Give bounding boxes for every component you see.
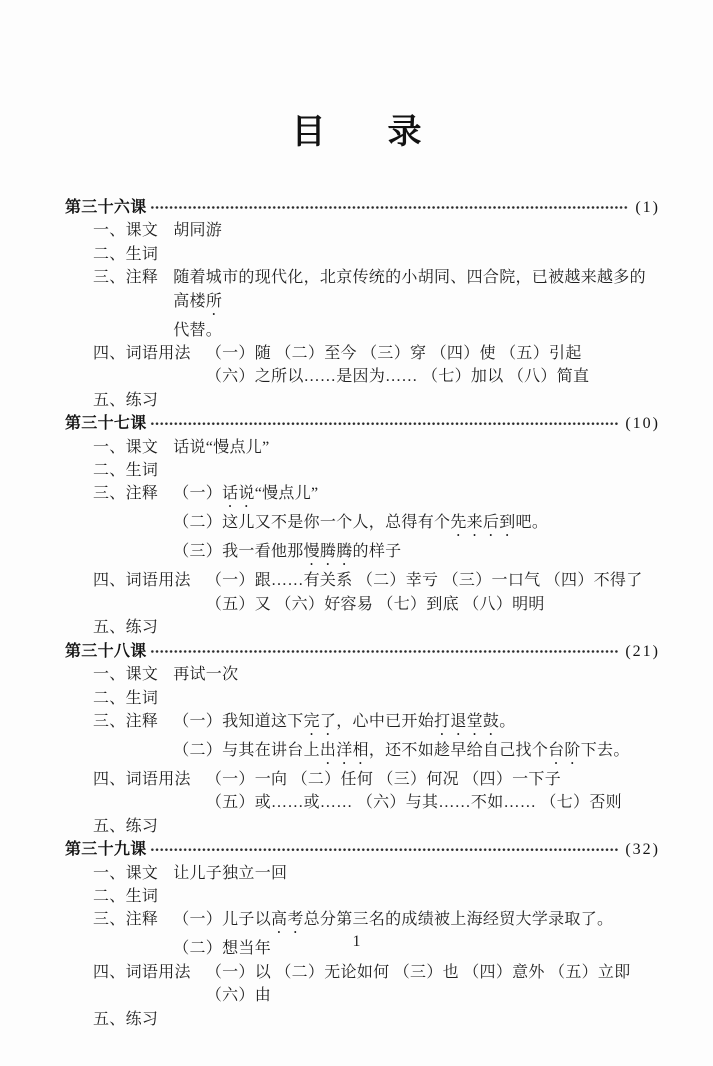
toc-item-content — [173, 436, 660, 459]
toc-item-label: 三、注释 — [93, 712, 159, 730]
text-segment: 的样子 — [352, 543, 402, 561]
emphasized-text: 台阶 — [548, 741, 581, 759]
emphasized-text: 先来后到 — [450, 514, 516, 532]
text-segment: “慢点儿” — [254, 485, 319, 503]
dot-leader — [150, 412, 619, 435]
text-segment: （一）儿子以 — [173, 911, 272, 929]
toc-item — [65, 459, 660, 482]
toc-item-label: 五、练习 — [93, 619, 159, 637]
toc-item-label: 三、注释 — [93, 911, 159, 929]
text-segment: ，心中已开始 — [336, 712, 435, 730]
text-segment: 胡同游 — [173, 222, 223, 240]
toc-item-label: 四、词语用法 — [93, 572, 191, 590]
lesson-section — [65, 196, 660, 412]
lesson-section — [65, 412, 660, 639]
lesson-title: 第三十六课 — [65, 199, 147, 216]
toc-item-content — [206, 961, 660, 1008]
toc-item-line — [173, 862, 660, 885]
toc-item-content — [173, 243, 660, 266]
toc-item-line — [173, 739, 660, 768]
lesson-heading — [65, 196, 660, 219]
lesson-title: 第三十九课 — [65, 841, 147, 859]
toc-item-line — [173, 266, 660, 318]
toc-item — [65, 885, 660, 908]
dot-leader — [150, 196, 629, 219]
text-segment: （三）我一看他那 — [173, 543, 304, 561]
lesson-list — [65, 196, 660, 1031]
toc-item-line — [173, 482, 660, 511]
toc-item — [65, 663, 660, 686]
text-segment: （一） — [173, 485, 223, 503]
folio-page-number: 1 — [352, 933, 361, 950]
emphasized-text: 话说 — [222, 485, 255, 503]
toc-item — [65, 961, 660, 1008]
text-segment: （一）以 （二）无论如何 （三）也 （四）意外 （五）立即 （六）由 — [205, 963, 631, 1005]
toc-item-label: 一、课文 — [93, 864, 159, 882]
toc-item — [65, 1008, 660, 1031]
emphasized-text: 高考 — [271, 911, 304, 929]
page-title-char-right: 录 — [387, 113, 422, 151]
text-segment: （二）想当年 — [173, 940, 272, 958]
emphasized-text: 出洋相 — [319, 741, 369, 759]
text-segment: （六）之所以……是因为…… （七）加以 （八）简直 — [205, 368, 590, 386]
toc-item-label: 四、词语用法 — [93, 770, 191, 788]
toc-item-label: 一、课文 — [93, 438, 159, 456]
text-segment: （二）这儿又不是你一个人，总得有个 — [173, 514, 451, 532]
toc-item-label: 二、生词 — [93, 462, 159, 480]
text-segment: （二）与其在讲台上 — [173, 741, 320, 759]
emphasized-text: 慢腾腾 — [303, 543, 353, 561]
text-segment: 再试一次 — [173, 666, 239, 684]
toc-item — [65, 815, 660, 838]
toc-item — [65, 616, 660, 639]
toc-item-content — [173, 710, 660, 768]
text-segment: 吧。 — [515, 514, 549, 532]
lesson-heading — [65, 412, 660, 435]
text-segment: （一）跟……有关系 （二）幸亏 （三）一口气 （四）不得了 — [205, 572, 643, 590]
toc-item-content — [173, 459, 660, 482]
toc-item-line — [206, 365, 660, 388]
toc-item-content — [173, 482, 660, 569]
toc-item-line — [173, 710, 660, 739]
toc-item — [65, 862, 660, 885]
toc-item-line — [206, 961, 660, 1008]
toc-item-content — [173, 687, 660, 710]
toc-item — [65, 687, 660, 710]
toc-item-content — [173, 862, 660, 885]
toc-item — [65, 482, 660, 569]
toc-item-line — [173, 319, 660, 342]
toc-item — [65, 389, 660, 412]
toc-item-line — [173, 511, 660, 540]
toc-item-line — [173, 436, 660, 459]
toc-item — [65, 768, 660, 815]
toc-item-content — [173, 1008, 660, 1031]
toc-item-label: 四、词语用法 — [93, 345, 191, 363]
page-title — [0, 0, 713, 152]
toc-item-label: 一、课文 — [93, 222, 159, 240]
dot-leader — [150, 640, 619, 663]
text-segment: ，还不如趁早给自己找个 — [368, 741, 549, 759]
toc-item-content — [206, 768, 660, 815]
toc-item — [65, 266, 660, 342]
lesson-page-number: (10) — [625, 415, 660, 433]
toc-item-line — [206, 768, 660, 791]
text-segment: 下去。 — [580, 741, 630, 759]
toc-item-label: 三、注释 — [93, 485, 159, 503]
toc-item-line — [173, 663, 660, 686]
text-segment: 随着城市的现代化，北京传统的小胡同、四合院，已被越来越多的高楼 — [173, 269, 646, 310]
toc-item — [65, 436, 660, 459]
text-segment: （一）随 （二）至今 （三）穿 （四）使 （五）引起 — [205, 345, 582, 363]
toc-item-line — [206, 593, 660, 616]
toc-item — [65, 569, 660, 616]
lesson-title: 第三十八课 — [65, 642, 147, 660]
lesson-section — [65, 640, 660, 838]
toc-item — [65, 243, 660, 266]
toc-item — [65, 710, 660, 768]
toc-item-content — [206, 569, 660, 616]
toc-item-line — [173, 540, 660, 569]
toc-item-label: 五、练习 — [93, 817, 159, 835]
toc-item-label: 四、词语用法 — [93, 963, 191, 981]
toc-item-line — [173, 219, 660, 242]
lesson-title: 第三十七课 — [65, 415, 147, 433]
toc-item-line — [206, 342, 660, 365]
text-segment: 让儿子独立一回 — [173, 864, 288, 882]
toc-item-content — [173, 219, 660, 242]
toc-item-content — [173, 815, 660, 838]
lesson-page-number: (1) — [635, 199, 660, 216]
dot-leader — [150, 838, 619, 861]
text-segment: 。 — [499, 712, 516, 730]
text-segment: （一）我知道这下 — [173, 712, 304, 730]
text-segment: 代替。 — [173, 321, 223, 339]
toc-item — [65, 219, 660, 242]
text-segment: 总分第三名的成绩被上海经贸大学录取了。 — [303, 911, 614, 929]
text-segment: （五）又 （六）好容易 （七）到底 （八）明明 — [205, 595, 545, 613]
page-title-char-left: 目 — [291, 113, 326, 151]
text-segment: 话说“慢点儿” — [173, 438, 270, 456]
text-segment: （五）或……或…… （六）与其……不如…… （七）否则 — [205, 794, 622, 812]
lesson-heading — [65, 838, 660, 861]
toc-item-label: 五、练习 — [93, 1010, 159, 1028]
emphasized-text: 所 — [205, 292, 223, 310]
toc-item-content — [173, 663, 660, 686]
toc-item-content — [173, 266, 660, 342]
toc-item-label: 二、生词 — [93, 245, 159, 263]
toc-item-line — [206, 569, 660, 592]
toc-item-content — [206, 342, 660, 389]
toc-item-label: 二、生词 — [93, 887, 159, 905]
lesson-page-number: (21) — [625, 642, 660, 660]
toc-item-label: 一、课文 — [93, 666, 159, 684]
toc-item-label: 三、注释 — [93, 269, 159, 287]
toc-item-content — [173, 885, 660, 908]
emphasized-text: 打退堂鼓 — [434, 712, 500, 730]
lesson-page-number: (32) — [625, 841, 660, 859]
toc-item-line — [206, 791, 660, 814]
emphasized-text: 完了 — [303, 712, 337, 730]
toc-item — [65, 342, 660, 389]
toc-item-label: 五、练习 — [93, 391, 159, 409]
toc-item-content — [173, 616, 660, 639]
toc-item-content — [173, 389, 660, 412]
lesson-heading — [65, 640, 660, 663]
toc-item-label: 二、生词 — [93, 689, 159, 707]
text-segment: （一）一向 （二）任何 （三）何况 （四）一下子 — [205, 770, 562, 788]
